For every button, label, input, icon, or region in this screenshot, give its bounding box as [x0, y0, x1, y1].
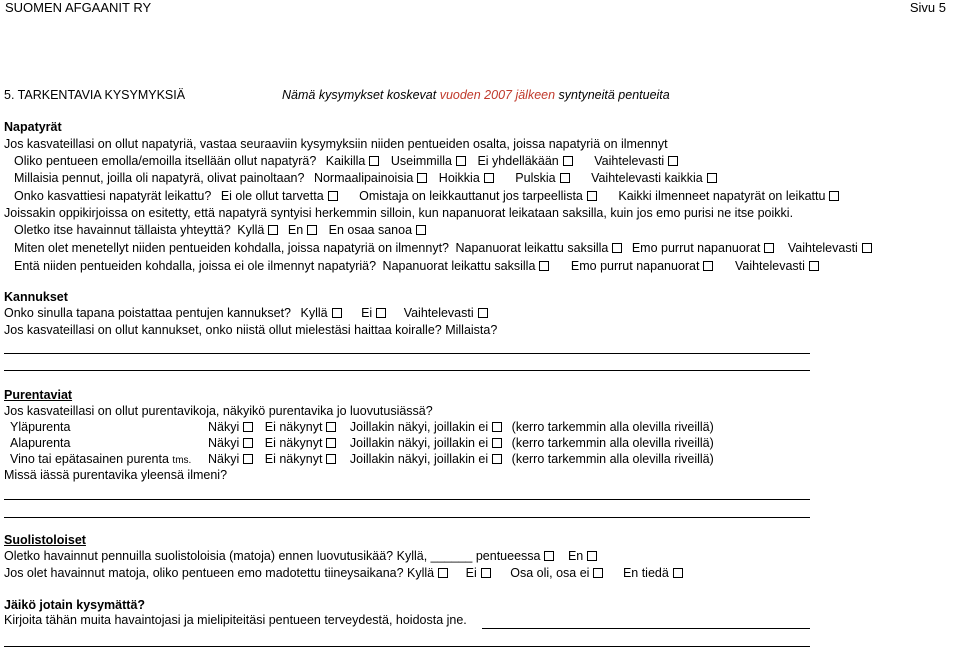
purentaviat-row-label: Yläpurenta	[10, 420, 71, 434]
checkbox[interactable]	[492, 438, 502, 448]
section-heading: 5. TARKENTAVIA KYSYMYKSIÄ	[4, 88, 186, 102]
checkbox[interactable]	[416, 225, 426, 235]
purentaviat-q2: Missä iässä purentavika yleensä ilmeni?	[4, 468, 228, 482]
suolistoloiset-q2: Jos olet havainnut matoja, oliko pentueen emo madotettu tiineysaikana? Kyllä Ei Osa oli, osa ei En tiedä	[4, 566, 683, 580]
answer-line[interactable]	[4, 646, 810, 647]
checkbox[interactable]	[862, 243, 872, 253]
checkbox[interactable]	[560, 173, 570, 183]
checkbox[interactable]	[307, 225, 317, 235]
purentaviat-row-options: Näkyi Ei näkynyt Joillakin näkyi, joillakin ei (kerro tarkemmin alla olevilla riveillä)	[208, 420, 714, 434]
checkbox[interactable]	[326, 422, 336, 432]
answer-line[interactable]	[4, 499, 810, 500]
napatyrat-q1: Oliko pentueen emolla/emoilla itsellään ollut napatyrä? Kaikilla Useimmilla Ei yhdelläkään Vaihtelevasti	[14, 154, 678, 168]
purentaviat-row-label: Vino tai epätasainen purenta tms.	[10, 452, 192, 466]
answer-line[interactable]	[4, 353, 810, 354]
purentaviat-row-label: Alapurenta	[10, 436, 71, 450]
checkbox[interactable]	[492, 422, 502, 432]
checkbox[interactable]	[376, 308, 386, 318]
checkbox[interactable]	[417, 173, 427, 183]
purentaviat-heading: Purentaviat	[4, 388, 73, 402]
napatyrat-intro: Jos kasvateillasi on ollut napatyriä, vastaa seuraaviin kysymyksiin niiden pentueiden osalta, joissa napatyriä on ilmennyt	[4, 137, 668, 151]
checkbox[interactable]	[809, 261, 819, 271]
suolistoloiset-q1: Oletko havainnut pennuilla suolistoloisia (matoja) ennen luovutusikää? Kyllä, ______ pentueessa En	[4, 549, 597, 563]
checkbox[interactable]	[456, 156, 466, 166]
answer-line[interactable]	[4, 370, 810, 371]
kannukset-q2: Jos kasvateillasi on ollut kannukset, onko niistä ollut mielestäsi haittaa koiralle? Millaista?	[4, 323, 498, 337]
checkbox[interactable]	[481, 568, 491, 578]
kannukset-q1: Onko sinulla tapana poistattaa pentujen kannukset? Kyllä Ei Vaihtelevasti	[4, 306, 488, 320]
section-note-highlight: vuoden 2007 jälkeen	[439, 88, 556, 102]
checkbox[interactable]	[243, 438, 253, 448]
checkbox[interactable]	[328, 191, 338, 201]
checkbox[interactable]	[673, 568, 683, 578]
header-title: SUOMEN AFGAANIT RY	[5, 0, 152, 15]
napatyrat-q6: Entä niiden pentueiden kohdalla, joissa ei ole ilmennyt napatyriä? Napanuorat leikattu saksilla Emo purrut napanuorat Vaihtelevasti	[14, 259, 819, 273]
checkbox[interactable]	[563, 156, 573, 166]
checkbox[interactable]	[478, 308, 488, 318]
checkbox[interactable]	[668, 156, 678, 166]
napatyrat-q4: Oletko itse havainnut tällaista yhteyttä? Kyllä En En osaa sanoa	[14, 223, 426, 237]
page-number: Sivu 5	[909, 0, 946, 15]
checkbox[interactable]	[369, 156, 379, 166]
napatyrat-note: Joissakin oppikirjoissa on esitetty, että napatyrä syntyisi herkemmin silloin, kun napanuorat leikataan saksilla, kuin jos emo purisi ne itse poikki.	[4, 206, 794, 220]
blank-field[interactable]: ______	[430, 549, 473, 563]
checkbox[interactable]	[593, 568, 603, 578]
checkbox[interactable]	[707, 173, 717, 183]
checkbox[interactable]	[484, 173, 494, 183]
checkbox[interactable]	[612, 243, 622, 253]
checkbox[interactable]	[332, 308, 342, 318]
checkbox[interactable]	[492, 454, 502, 464]
purentaviat-row-options: Näkyi Ei näkynyt Joillakin näkyi, joillakin ei (kerro tarkemmin alla olevilla riveillä)	[208, 436, 714, 450]
checkbox[interactable]	[703, 261, 713, 271]
checkbox[interactable]	[829, 191, 839, 201]
checkbox[interactable]	[243, 422, 253, 432]
purentaviat-row-options: Näkyi Ei näkynyt Joillakin näkyi, joillakin ei (kerro tarkemmin alla olevilla riveillä)	[208, 452, 714, 466]
checkbox[interactable]	[587, 191, 597, 201]
napatyrat-q2: Millaisia pennut, joilla oli napatyrä, olivat painoltaan? Normaalipainoisia Hoikkia Pulskia Vaihtelevasti kaikkia	[14, 171, 717, 185]
answer-line[interactable]	[4, 517, 810, 518]
checkbox[interactable]	[326, 438, 336, 448]
napatyrat-q5: Miten olet menetellyt niiden pentueiden kohdalla, joissa napatyriä on ilmennyt? Napanuorat leikattu saksilla Emo purrut napanuorat Vaihtelevasti	[14, 241, 872, 255]
checkbox[interactable]	[539, 261, 549, 271]
napatyrat-heading: Napatyrät	[4, 120, 62, 134]
kannukset-heading: Kannukset	[4, 290, 68, 304]
checkbox[interactable]	[438, 568, 448, 578]
purentaviat-question: Jos kasvateillasi on ollut purentavikoja, näkyikö purentavika jo luovutusiässä?	[4, 404, 433, 418]
suolistoloiset-heading: Suolistoloiset	[4, 533, 86, 547]
napatyrat-q3: Onko kasvattiesi napatyrät leikattu? Ei ole ollut tarvetta Omistaja on leikkauttanut jos tarpeellista Kaikki ilmenneet napatyrät on leikattu	[14, 189, 839, 203]
answer-line[interactable]	[482, 628, 810, 629]
checkbox[interactable]	[243, 454, 253, 464]
jaiko-text: Kirjoita tähän muita havaintojasi ja mielipiteitäsi pentueen terveydestä, hoidosta jne.	[4, 613, 467, 627]
checkbox[interactable]	[268, 225, 278, 235]
checkbox[interactable]	[587, 551, 597, 561]
jaiko-heading: Jäikö jotain kysymättä?	[4, 598, 146, 612]
checkbox[interactable]	[326, 454, 336, 464]
checkbox[interactable]	[544, 551, 554, 561]
page-header	[0, 0, 960, 28]
checkbox[interactable]	[764, 243, 774, 253]
section-note: Nämä kysymykset koskevat vuoden 2007 jälkeen syntyneitä pentueita	[282, 88, 670, 102]
